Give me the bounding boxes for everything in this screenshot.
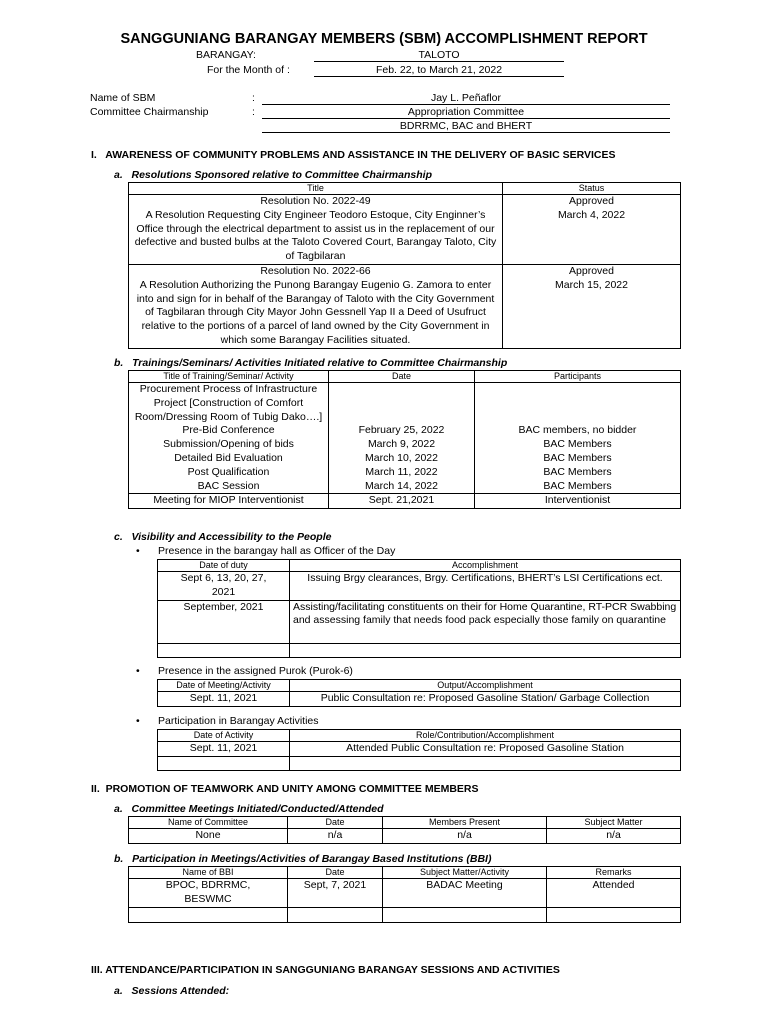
column-header: Title of Training/Seminar/ Activity: [129, 371, 329, 383]
month-label: For the Month of :: [207, 64, 290, 76]
barangay-label: BARANGAY:: [196, 49, 256, 61]
bullet-barangay-activities: • Participation in Barangay Activities: [158, 715, 319, 727]
column-header: Status: [503, 183, 681, 195]
empty-cell: [158, 756, 290, 770]
chairmanship-value-1: Appropriation Committee: [262, 106, 670, 119]
column-header: Output/Accomplishment: [290, 680, 681, 692]
table-row: [158, 742, 681, 757]
bbi-remarks: Attended: [547, 879, 681, 908]
duty-accomplishment: Assisting/facilitating constituents on their for Home Quarantine, RT-PCR Swabbing and assessing family that needs food pack especially those family on quarantine: [290, 600, 681, 643]
column-header: Date: [329, 371, 475, 383]
training-title: Procurement Process of Infrastructure Project [Construction of Comfort Room/Dressing Room of Tubig Dako….] Pre-Bid Conference Submission/Opening of bids Detailed Bid Evaluation Post Qualification BAC Session: [129, 383, 329, 494]
table-row: [129, 383, 681, 494]
table-row: [129, 195, 681, 265]
table-header-row: [129, 867, 681, 879]
table-header-row: [158, 560, 681, 572]
table-row: [158, 572, 681, 601]
table-row: [129, 264, 681, 348]
resolution-title: Resolution No. 2022-66 A Resolution Authorizing the Punong Barangay Eugenio G. Zamora to enter into and sign for in behalf of the Barangay of Taloto with the City Government of Tagbilaran through City Mayor John Gessnell Yap II a Deed of Usufruct relative to the portions of a parcel of land owned by the City Government in which some Barangay Facilities situated.: [129, 264, 503, 348]
table-row: [129, 879, 681, 908]
table-header-row: [129, 817, 681, 829]
bullet-officer-of-day: • Presence in the barangay hall as Officer of the Day: [158, 545, 395, 557]
bbi-name: BPOC, BDRRMC, BESWMC: [129, 879, 288, 908]
section-3-title: III. ATTENDANCE/PARTICIPATION IN SANGGUNIANG BARANGAY SESSIONS AND ACTIVITIES: [91, 964, 560, 976]
empty-cell: [158, 643, 290, 657]
resolution-status: Approved March 4, 2022: [503, 195, 681, 265]
barangay-activities-table: [157, 729, 681, 771]
training-dates: February 25, 2022 March 9, 2022 March 10, 2022 March 11, 2022 March 14, 2022: [329, 383, 475, 494]
table-row: [129, 829, 681, 844]
duty-date: September, 2021: [158, 600, 290, 643]
empty-cell: [290, 643, 681, 657]
column-header: Date of duty: [158, 560, 290, 572]
bbi-table: [128, 866, 681, 923]
section-2b-heading: b. Participation in Meetings/Activities of Barangay Based Institutions (BBI): [114, 853, 492, 865]
bbi-date: Sept, 7, 2021: [288, 879, 383, 908]
table-row: [158, 600, 681, 643]
sbm-value: Jay L. Peñaflor: [262, 92, 670, 105]
table-row-empty: [158, 756, 681, 770]
sbm-colon: :: [252, 92, 255, 104]
empty-cell: [290, 756, 681, 770]
sbm-label: Name of SBM: [90, 92, 156, 104]
officer-of-day-table: [157, 559, 681, 658]
empty-cell: [383, 907, 547, 922]
bbi-subject: BADAC Meeting: [383, 879, 547, 908]
column-header: Name of Committee: [129, 817, 288, 829]
column-header: Accomplishment: [290, 560, 681, 572]
section-1b-heading: b. Trainings/Seminars/ Activities Initiated relative to Committee Chairmanship: [114, 357, 508, 369]
committee-subject: n/a: [547, 829, 681, 844]
section-1c-heading: c. Visibility and Accessibility to the People: [114, 531, 332, 543]
table-row-empty: [158, 643, 681, 657]
training-title: Meeting for MIOP Interventionist: [129, 494, 329, 509]
column-header: Title: [129, 183, 503, 195]
training-participants: BAC members, no bidder BAC Members BAC Members BAC Members BAC Members: [475, 383, 681, 494]
column-header: Date of Meeting/Activity: [158, 680, 290, 692]
column-header: Date: [288, 817, 383, 829]
training-participants: Interventionist: [475, 494, 681, 509]
empty-cell: [547, 907, 681, 922]
duty-accomplishment: Issuing Brgy clearances, Brgy. Certifications, BHERT’s LSI Certifications ect.: [290, 572, 681, 601]
column-header: Name of BBI: [129, 867, 288, 879]
column-header: Role/Contribution/Accomplishment: [290, 730, 681, 742]
column-header: Date: [288, 867, 383, 879]
column-header: Participants: [475, 371, 681, 383]
chairmanship-label: Committee Chairmanship: [90, 106, 209, 118]
purok-output: Public Consultation re: Proposed Gasoline Station/ Garbage Collection: [290, 692, 681, 707]
column-header: Subject Matter: [547, 817, 681, 829]
table-row: [129, 494, 681, 509]
section-2-title: II. PROMOTION OF TEAMWORK AND UNITY AMONG COMMITTEE MEMBERS: [91, 783, 479, 795]
chairmanship-colon: :: [252, 106, 255, 118]
committee-meetings-table: [128, 816, 681, 844]
column-header: Remarks: [547, 867, 681, 879]
section-1a-heading: a. Resolutions Sponsored relative to Committee Chairmanship: [114, 169, 432, 181]
bullet-purok: • Presence in the assigned Purok (Purok-6): [158, 665, 353, 677]
empty-cell: [129, 907, 288, 922]
resolution-title: Resolution No. 2022-49 A Resolution Requesting City Engineer Teodoro Estoque, City Enginner’s Office through the electrical department to assist us in the replacement of our defective and busted bulbs at the Taloto Covered Court, Barangay Taloto, City of Tagbilaran: [129, 195, 503, 265]
chairmanship-value-2: BDRRMC, BAC and BHERT: [262, 120, 670, 133]
table-row: [158, 692, 681, 707]
column-header: Date of Activity: [158, 730, 290, 742]
barangay-value: TALOTO: [314, 49, 564, 62]
purok-table: [157, 679, 681, 707]
report-title: SANGGUNIANG BARANGAY MEMBERS (SBM) ACCOMPLISHMENT REPORT: [120, 31, 648, 47]
activity-date: Sept. 11, 2021: [158, 742, 290, 757]
column-header: Subject Matter/Activity: [383, 867, 547, 879]
table-header-row: [129, 183, 681, 195]
table-header-row: [158, 680, 681, 692]
resolution-status: Approved March 15, 2022: [503, 264, 681, 348]
table-row-empty: [129, 907, 681, 922]
duty-date: Sept 6, 13, 20, 27, 2021: [158, 572, 290, 601]
table-header-row: [158, 730, 681, 742]
empty-cell: [288, 907, 383, 922]
section-3a-heading: a. Sessions Attended:: [114, 985, 230, 997]
month-value: Feb. 22, to March 21, 2022: [314, 64, 564, 77]
section-2a-heading: a. Committee Meetings Initiated/Conducted/Attended: [114, 803, 384, 815]
committee-date: n/a: [288, 829, 383, 844]
training-date: Sept. 21,2021: [329, 494, 475, 509]
section-1-title: I. AWARENESS OF COMMUNITY PROBLEMS AND ASSISTANCE IN THE DELIVERY OF BASIC SERVICES: [91, 149, 616, 161]
trainings-table: [128, 370, 681, 509]
purok-date: Sept. 11, 2021: [158, 692, 290, 707]
resolutions-table: [128, 182, 681, 349]
table-header-row: [129, 371, 681, 383]
committee-members: n/a: [383, 829, 547, 844]
column-header: Members Present: [383, 817, 547, 829]
activity-role: Attended Public Consultation re: Proposed Gasoline Station: [290, 742, 681, 757]
committee-name: None: [129, 829, 288, 844]
